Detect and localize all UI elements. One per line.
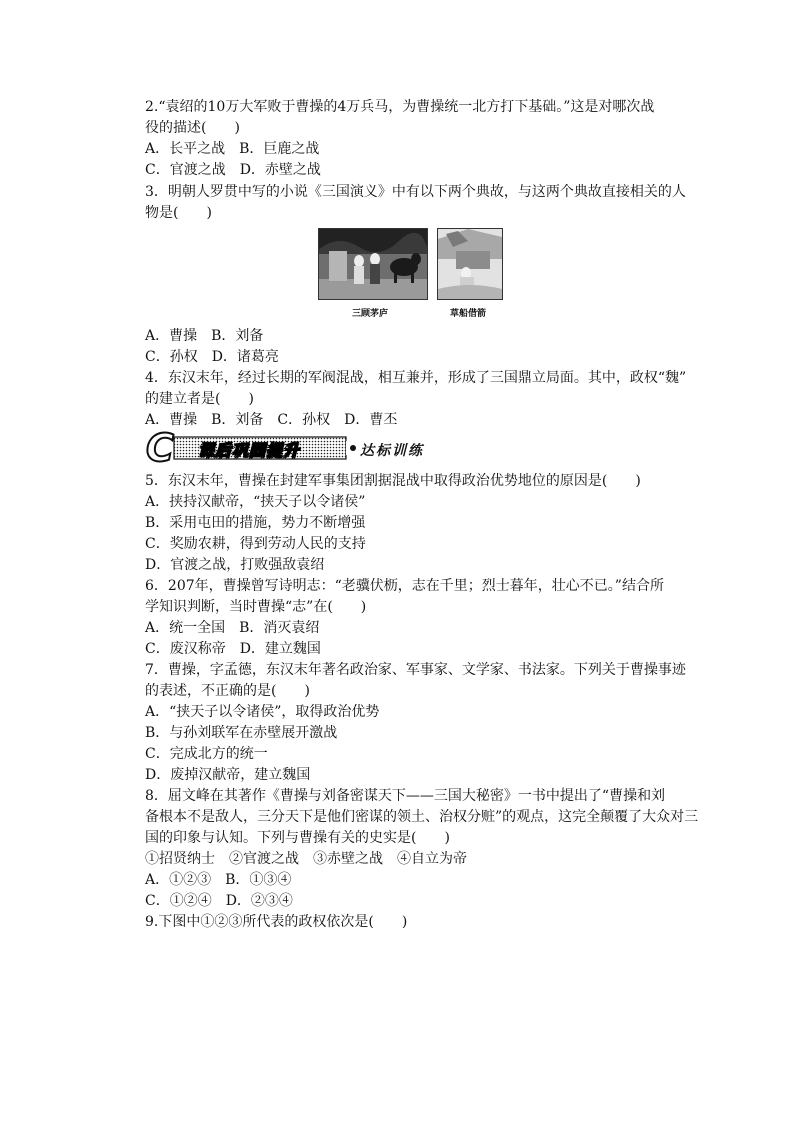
caption-borrowing-arrows: 草船借箭 — [450, 309, 487, 319]
borrowing-arrows-illustration — [437, 228, 503, 300]
q6-option-ab: A．统一全国 B．消灭袁绍 — [145, 620, 320, 636]
q6-line2: 学知识判断，当时曹操“志”在( ) — [145, 599, 367, 615]
three-visits-image — [319, 229, 427, 299]
banner-title: 课后巩固提升 — [198, 441, 301, 460]
q3-option-cd: C．孙权 D．诸葛亮 — [145, 349, 279, 365]
q2-option-ab: A．长平之战 B．巨鹿之战 — [145, 141, 320, 157]
q2-line1: 2.“袁绍的10万大军败于曹操的4万兵马，为曹操统一北方打下基础。”这是对哪次战 — [145, 99, 655, 115]
q8-line3: 国的印象与认知。下列与曹操有关的史实是( ) — [145, 830, 450, 846]
q8-option-ab: A．①②③ B．①③④ — [145, 872, 292, 888]
q8-option-cd: C．①②④ D．②③④ — [145, 893, 293, 909]
banner-subtitle: 达标训练 — [360, 443, 424, 459]
q5-option-b: B．采用屯田的措施，势力不断增强 — [145, 515, 366, 531]
section-banner — [146, 426, 436, 470]
q3-option-ab: A．曹操 B．刘备 — [145, 328, 264, 344]
q9-line1: 9.下图中①②③所代表的政权依次是( ) — [145, 914, 408, 930]
q7-option-c: C．完成北方的统一 — [145, 746, 268, 762]
q8-items: ①招贤纳士 ②官渡之战 ③赤壁之战 ④自立为帝 — [145, 851, 467, 867]
caption-three-visits: 三顾茅庐 — [352, 309, 389, 319]
banner-bullet-icon — [350, 445, 356, 451]
three-visits-illustration — [318, 228, 428, 300]
q4-options: A．曹操 B．刘备 C．孙权 D．曹丕 — [145, 412, 398, 428]
q7-option-a: A．“挟天子以令诸侯”，取得政治优势 — [145, 704, 380, 720]
q6-line1: 6．207年，曹操曾写诗明志：“老骥伏枥，志在千里；烈士暮年，壮心不已。”结合所 — [145, 578, 664, 594]
q4-line2: 的建立者是( ) — [145, 391, 254, 407]
borrowing-arrows-image — [438, 229, 502, 299]
q7-option-b: B．与孙刘联军在赤壁展开激战 — [145, 725, 338, 741]
q7-line1: 7．曹操，字孟德，东汉末年著名政治家、军事家、文学家、书法家。下列关于曹操事迹 — [145, 662, 686, 678]
q6-option-cd: C．废汉称帝 D．建立魏国 — [145, 641, 321, 657]
q7-option-d: D．废掉汉献帝，建立魏国 — [145, 767, 311, 783]
q5-line1: 5．东汉末年，曹操在封建军事集团割据混战中取得政治优势地位的原因是( ) — [145, 473, 641, 489]
q3-line1: 3．明朝人罗贯中写的小说《三国演义》中有以下两个典故，与这两个典故直接相关的人 — [145, 184, 686, 200]
q7-line2: 的表述，不正确的是( ) — [145, 683, 310, 699]
q5-option-c: C．奖励农耕，得到劳动人民的支持 — [145, 536, 366, 552]
q5-option-a: A．挟持汉献帝，“挟天子以令诸侯” — [145, 494, 366, 510]
q3-line2: 物是( ) — [145, 205, 212, 221]
q2-line2: 役的描述( ) — [145, 120, 240, 136]
banner-letter: C — [146, 426, 174, 470]
q4-line1: 4．东汉末年，经过长期的军阀混战，相互兼并，形成了三国鼎立局面。其中，政权“魏” — [145, 370, 687, 386]
q8-line1: 8．屈文峰在其著作《曹操与刘备密谋天下——三国大秘密》一书中提出了“曹操和刘 — [145, 788, 666, 804]
q2-option-cd: C．官渡之战 D．赤壁之战 — [145, 162, 321, 178]
q5-option-d: D．官渡之战，打败强敌袁绍 — [145, 557, 325, 573]
q8-line2: 备根本不是敌人，三分天下是他们密谋的领土、治权分赃”的观点，这完全颠覆了大众对三 — [145, 809, 699, 825]
